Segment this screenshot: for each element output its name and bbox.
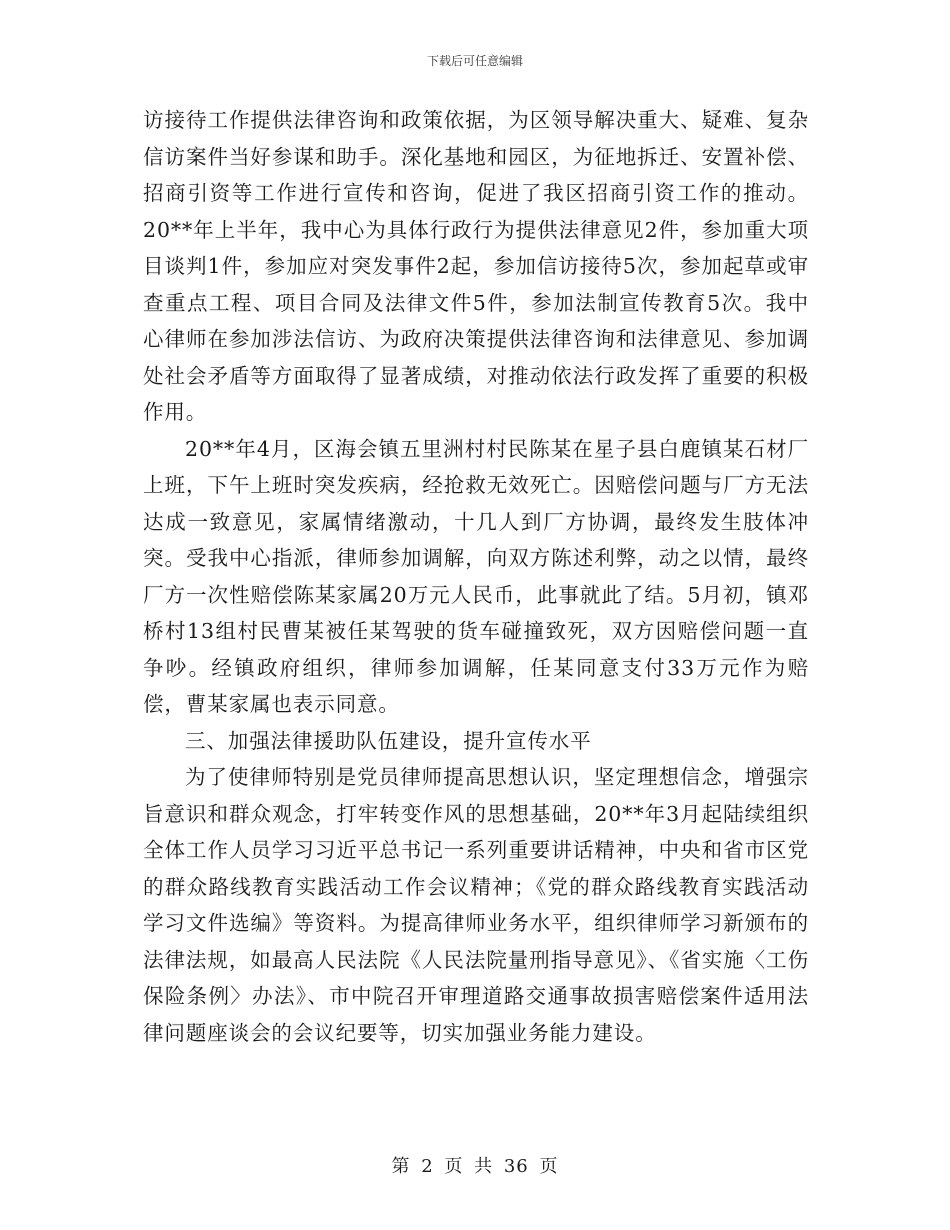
document-body: [143, 102, 809, 1051]
paragraph-mediation-cases: 20**年4月，区海会镇五里洲村村民陈某在星子县白鹿镇某石材厂上班，下午上班时突发疾病，经抢救无效死亡。因赔偿问题与厂方无法达成一致意见，家属情绪激动，十几人到厂方协调，最终发生肢体冲突。受我中心指派，律师参加调解，向双方陈述利弊，动之以情，最终厂方一次性赔偿陈某家属20万元人民币，此事就此了结。5月初，镇邓桥村13组村民曹某被任某驾驶的货车碰撞致死，双方因赔偿问题一直争吵。经镇政府组织，律师参加调解，任某同意支付33万元作为赔偿，曹某家属也表示同意。: [143, 436, 809, 716]
page-header: 下载后可任意编辑: [426, 54, 523, 68]
section-heading-three: 三、加强法律援助队伍建设，提升宣传水平: [185, 728, 592, 753]
paragraph-team-building: 为了使律师特别是党员律师提高思想认识，坚定理想信念，增强宗旨意识和群众观念，打牢转变作风的思想基础，20**年3月起陆续组织全体工作人员学习习近平总书记一系列重要讲话精神，中央和省市区党的群众路线教育实践活动工作会议精神；《党的群众路线教育实践活动学习文件选编》等资料。为提高律师业务水平，组织律师学习新颁布的法律法规，如最高人民法院《人民法院量刑指导意见》、《省实施〈工伤保险条例〉办法》、市中院召开审理道路交通事故损害赔偿案件适用法律问题座谈会的会议纪要等，切实加强业务能力建设。: [143, 765, 809, 1045]
paragraph-legal-consulting: 访接待工作提供法律咨询和政策依据，为区领导解决重大、疑难、复杂信访案件当好参谋和助手。深化基地和园区，为征地拆迁、安置补偿、招商引资等工作进行宣传和咨询，促进了我区招商引资工作的推动。20**年上半年，我中心为具体行政行为提供法律意见2件，参加重大项目谈判1件，参加应对突发事件2起，参加信访接待5次，参加起草或审查重点工程、项目合同及法律文件5件，参加法制宣传教育5次。我中心律师在参加涉法信访、为政府决策提供法律咨询和法律意见、参加调处社会矛盾等方面取得了显著成绩，对推动依法行政发挥了重要的积极作用。: [143, 108, 809, 424]
page-number-footer: 第 2 页 共 36 页: [391, 1156, 559, 1177]
